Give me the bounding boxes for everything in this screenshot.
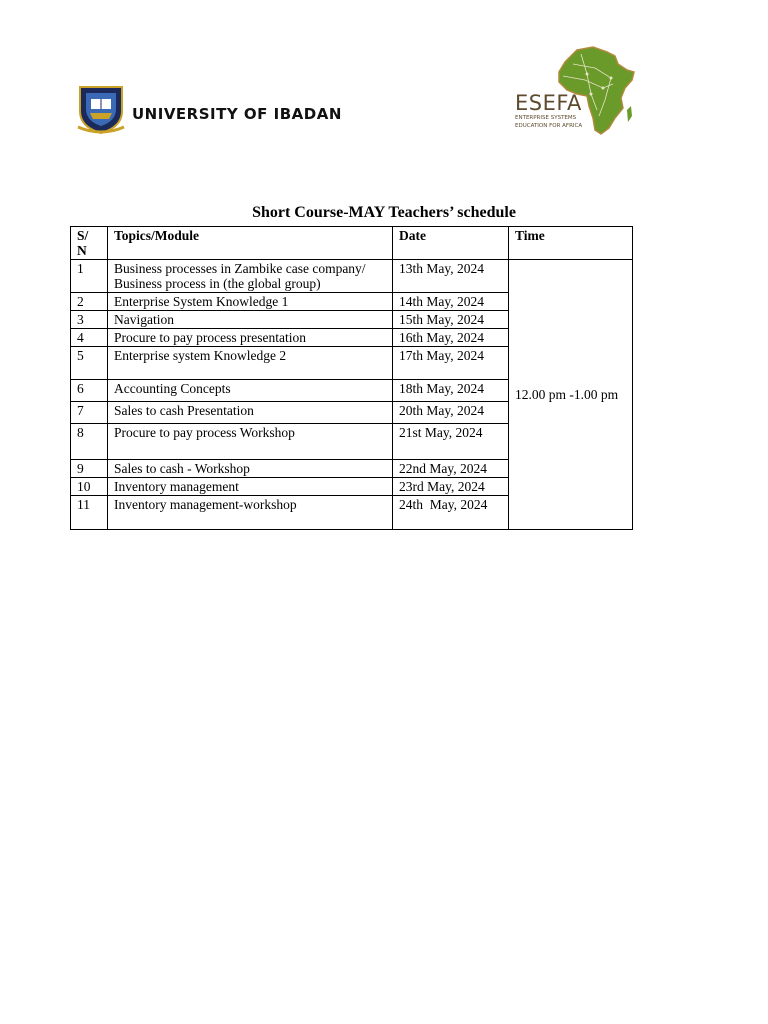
cell-topic: Sales to cash Presentation [108, 402, 393, 424]
header-topic: Topics/Module [108, 227, 393, 260]
table-header-row [71, 227, 633, 260]
header-time: Time [509, 227, 633, 260]
university-of-ibadan-logo [76, 83, 342, 135]
cell-topic: Sales to cash - Workshop [108, 460, 393, 478]
cell-topic: Inventory management [108, 478, 393, 496]
cell-topic: Business processes in Zambike case company/ Business process in (the global group) [108, 260, 393, 293]
cell-date: 20th May, 2024 [393, 402, 509, 424]
cell-sn: 9 [71, 460, 108, 478]
document-title: Short Course-MAY Teachers’ schedule [252, 204, 516, 221]
cell-time: 12.00 pm -1.00 pm [509, 260, 633, 530]
cell-sn: 6 [71, 380, 108, 402]
cell-sn: 4 [71, 329, 108, 347]
university-name: UNIVERSITY OF IBADAN [132, 105, 342, 123]
cell-date: 15th May, 2024 [393, 311, 509, 329]
cell-topic: Procure to pay process presentation [108, 329, 393, 347]
cell-date: 22nd May, 2024 [393, 460, 509, 478]
cell-sn: 7 [71, 402, 108, 424]
cell-date: 24th May, 2024 [393, 496, 509, 530]
cell-date: 13th May, 2024 [393, 260, 509, 293]
cell-date: 23rd May, 2024 [393, 478, 509, 496]
cell-topic: Inventory management-workshop [108, 496, 393, 530]
university-crest-icon [76, 83, 126, 135]
cell-topic: Enterprise system Knowledge 2 [108, 347, 393, 380]
cell-topic: Procure to pay process Workshop [108, 424, 393, 460]
cell-topic: Navigation [108, 311, 393, 329]
cell-date: 16th May, 2024 [393, 329, 509, 347]
cell-sn: 1 [71, 260, 108, 293]
cell-topic: Enterprise System Knowledge 1 [108, 293, 393, 311]
esefa-wordmark: ESEFA [515, 91, 582, 115]
cell-date: 21st May, 2024 [393, 424, 509, 460]
schedule-table [70, 226, 633, 530]
cell-date: 18th May, 2024 [393, 380, 509, 402]
cell-sn: 11 [71, 496, 108, 530]
cell-sn: 10 [71, 478, 108, 496]
table-row [71, 260, 633, 293]
cell-date: 17th May, 2024 [393, 347, 509, 380]
cell-topic: Accounting Concepts [108, 380, 393, 402]
header-sn: S/ N [71, 227, 108, 260]
cell-date: 14th May, 2024 [393, 293, 509, 311]
cell-sn: 3 [71, 311, 108, 329]
cell-sn: 8 [71, 424, 108, 460]
esefa-tagline-line1: ENTERPRISE SYSTEMS [515, 115, 577, 121]
esefa-logo-text [515, 92, 582, 130]
esefa-tagline-line2: EDUCATION FOR AFRICA [515, 123, 583, 129]
header-date: Date [393, 227, 509, 260]
cell-sn: 5 [71, 347, 108, 380]
cell-sn: 2 [71, 293, 108, 311]
